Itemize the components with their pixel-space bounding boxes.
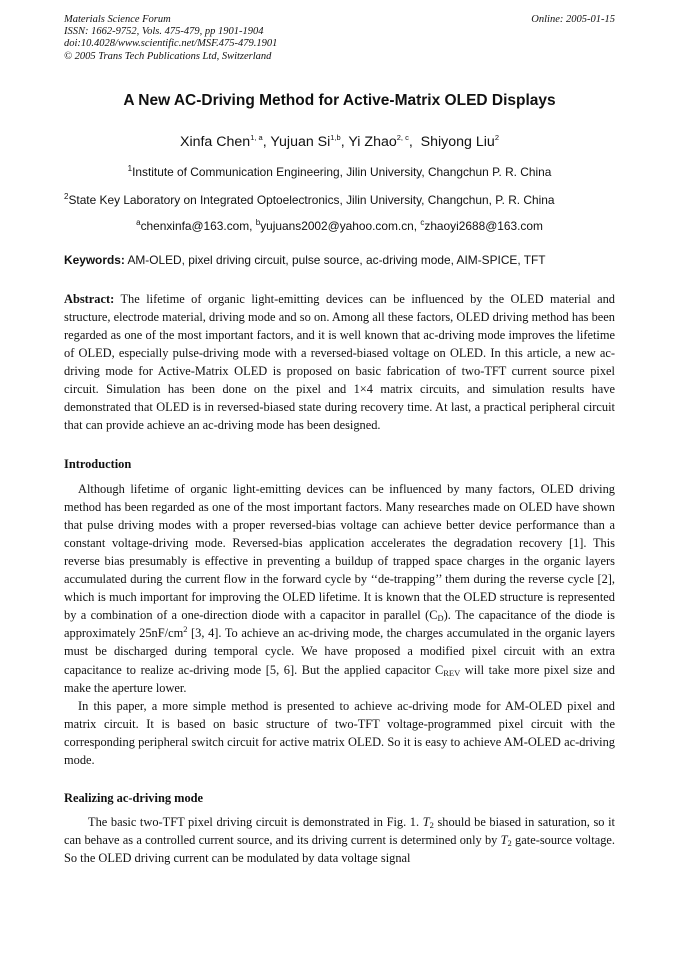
- author-name: Yi Zhao: [348, 133, 397, 150]
- doi-line: doi:10.4028/www.scientific.net/MSF.475-479.1901: [64, 38, 278, 50]
- author-affil-mark: 2: [494, 132, 499, 142]
- paragraph-text: [3, 4]. To achieve an ac-driving mode, the charges accumulated in the organic layers must be discharged during temporal cycle. We have proposed a modified pixel circuit with an extra capacitance to realize ac-driving mode [5, 6]. But the applied capacitor C: [64, 626, 615, 677]
- email-mark: c: [420, 217, 425, 227]
- affiliation-mark: 1: [127, 163, 133, 173]
- paragraph-text: gate-source voltage. So the OLED driving current can be modulated by data voltage signal: [64, 833, 615, 866]
- paragraph-text: Although lifetime of organic light-emitting devices can be influenced by many factors, OLED driving method has been regarded as one of the most important factors. Many researches made on OLED have shown that pulse driving modes with a proper reversed-bias voltage can achieve better device performance than a constant voltage-driving mode. Reversed-bias application accelerates the degradation recovery [1]. This reverse bias presumably is effective in preventing a buildup of trapped space charges in the organic layers accumulated during the current flow in the forward cycle by ‘‘de-trapping’’ them during the reverse cycle [2], which is much important for improving the OLED lifetime. It is known that the OLED structure is represented by a combination of a one-direction diode with a capacitor in parallel (C: [64, 481, 615, 623]
- author-affil-mark: 1,b: [330, 132, 341, 142]
- email-mark: a: [136, 217, 141, 227]
- email-link[interactable]: chenxinfa@163.com: [140, 218, 250, 233]
- author-list: Xinfa Chen$^{1, a}$, Yujuan Si$^{1,b}$, Yi Zhao$^{2, c}$, Shiyong Liu$^2$: [179, 132, 499, 150]
- introduction-paragraph-1: [64, 480, 615, 697]
- email-list: $^a$chenxinfa@163.com, $^b$yujuans2002@yahoo.com.cn, $^c$zhaoyi2688@163.com: [136, 217, 543, 233]
- variable: T: [422, 815, 430, 830]
- affiliation-text: Institute of Communication Engineering, Jilin University, Changchun P. R. China: [132, 164, 552, 179]
- keywords: [64, 253, 615, 267]
- author-affil-mark: 2, c: [396, 132, 409, 142]
- abstract-text: The lifetime of organic light-emitting devices can be influenced by the OLED material and structure, electrode material, driving mode and so on. Among all these factors, OLED driving method has been regarded as one of the most important factors, and it is well known that ac-driving mode improves the lifetime of OLED, especially pulse-driving mode with a reversed-biased voltage on OLED. In this article, a new ac-driving mode for Active-Matrix OLED is proposed on basic fabrication of two-TFT current source pixel circuit. Simulation has been done on the pixel and 1×4 matrix circuits, and simulation results have demonstrated that OLED is in reversed-biased state during recovery time. At last, a practical peripheral circuit that can provide achieve an ac-driving mode has been designed.: [64, 291, 615, 433]
- subscript: D: [437, 613, 444, 624]
- variable: T: [500, 833, 508, 848]
- subscript: REV: [443, 667, 461, 678]
- email-link[interactable]: zhaoyi2688@163.com: [424, 218, 543, 233]
- subscript: 2: [507, 838, 512, 849]
- abstract: [64, 290, 615, 435]
- subscript: 2: [429, 820, 434, 831]
- online-date: Online: 2005-01-15: [531, 14, 615, 25]
- section-heading-introduction: Introduction: [64, 456, 132, 471]
- affiliation-2: [64, 190, 615, 207]
- email-mark: b: [255, 217, 261, 227]
- journal-name: Materials Science Forum: [64, 14, 171, 25]
- realizing-paragraph: [64, 813, 615, 867]
- section-heading-realizing: Realizing ac-driving mode: [64, 791, 204, 806]
- superscript: 2: [183, 624, 188, 635]
- author-name: Xinfa Chen: [179, 133, 251, 150]
- keywords-text: AM-OLED, pixel driving circuit, pulse source, ac-driving mode, AIM-SPICE, TFT: [127, 252, 546, 267]
- paragraph-text: should be biased in saturation, so it can behave as a controlled current source, and its driving current is determined only by: [64, 815, 615, 848]
- affiliation-text: State Key Laboratory on Integrated Optoelectronics, Jilin University, Changchun, P. R. China: [68, 192, 555, 207]
- copyright-line: © 2005 Trans Tech Publications Ltd, Switzerland: [64, 50, 272, 62]
- issn-line: ISSN: 1662-9752, Vols. 475-479, pp 1901-1904: [64, 26, 264, 38]
- abstract-label: Abstract:: [64, 291, 115, 306]
- keywords-label: Keywords:: [64, 252, 125, 267]
- affiliation-1: [64, 162, 615, 179]
- paper-page: [64, 14, 615, 867]
- author-name: Yujuan Si: [270, 133, 331, 150]
- affiliation-mark: 2: [64, 191, 69, 201]
- author-name: Shiyong Liu: [420, 133, 495, 150]
- paragraph-text: will take more pixel size and make the aperture lower.: [64, 662, 615, 695]
- email-link[interactable]: yujuans2002@yahoo.com.cn: [260, 218, 414, 233]
- paper-title: A New AC-Driving Method for Active-Matrix OLED Displays: [123, 91, 556, 109]
- author-affil-mark: 1, a: [250, 132, 263, 142]
- running-header: [64, 14, 615, 63]
- introduction-paragraph-2: In this paper, a more simple method is presented to achieve ac-driving mode for AM-OLED pixel and matrix circuit. It is based on basic structure of two-TFT voltage-programmed pixel circuit with the corresponding peripheral switch circuit for active matrix OLED. So it is easy to achieve AM-OLED ac-driving mode.: [64, 698, 615, 767]
- paragraph-text: The basic two-TFT pixel driving circuit is demonstrated in Fig. 1.: [88, 815, 423, 830]
- paragraph-text: ). The capacitance of the diode is approximately 25nF/cm: [64, 608, 616, 641]
